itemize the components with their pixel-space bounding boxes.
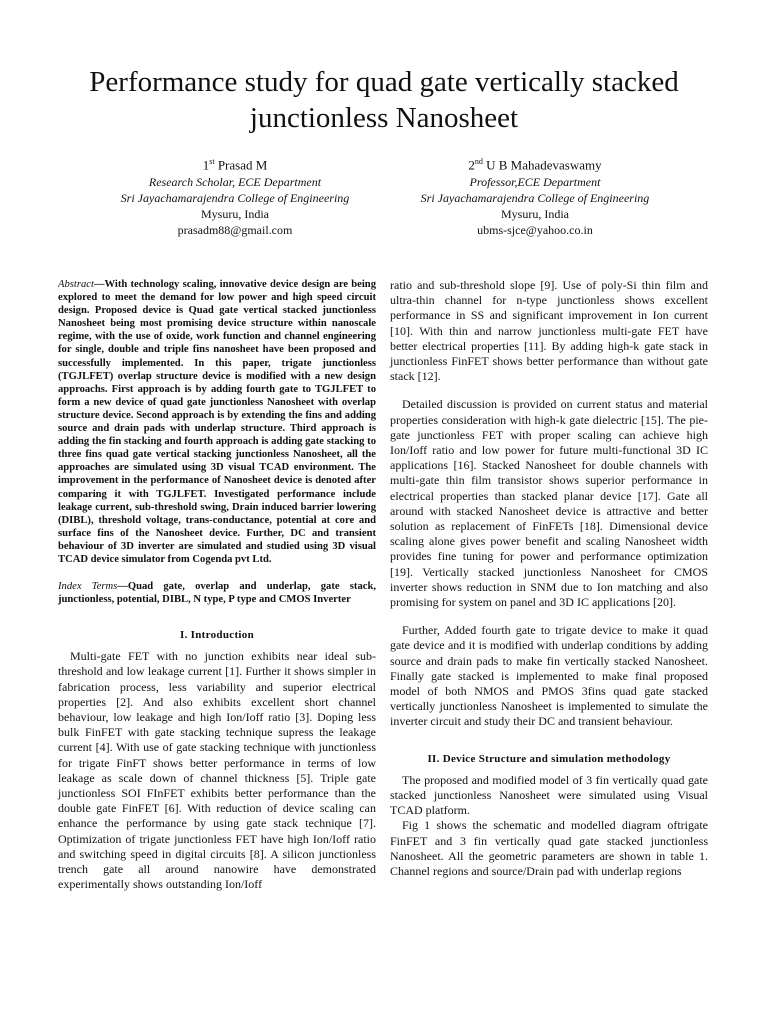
author-email: prasadm88@gmail.com	[177, 223, 293, 238]
paragraph: Further, Added fourth gate to trigate device to make it quad gate device and it is modified with underlap conditions by adding source and drain pads to make fin vertically stacked Nanosheet. Finally gate stacked is implemented to make final proposed model of both NMOS and PMOS 3fins quad gate stacked vertically junctionless Nanosheet is implemented to simulate the inverter circuit and study their DC and transient behaviour.	[390, 623, 708, 729]
author-role: Professor,ECE Department	[469, 175, 601, 190]
paragraph: Detailed discussion is provided on current status and material properties consideration with high-k gate dielectric [15]. The pie-gate junctionless FET with proper scaling can achieve high Ion/Ioff ratio and low power for future multi-functional 3D IC applications [16]. Stacked Nanosheet for double channels with multi-gate thin film transistor shows superior performance in electrical properties than stacked planar device [17]. Gate all around with stacked Nanosheet device is attractive and better solution as replacement of FinFETs [18]. Dimensional device scaling alone gives power benefit and scaling Nanosheet width provides fine tuning for power and performance optimization [19]. Vertically stacked junctionless Nanosheet for CMOS inverter shows reduction in SNM due to Ion matching and also promising for system on panel and 3D IC applications [20].	[390, 397, 708, 610]
right-column	[390, 278, 708, 879]
author-institution: Sri Jayachamarajendra College of Engineering	[120, 191, 350, 206]
paragraph: Fig 1 shows the schematic and modelled diagram oftrigate FinFET and 3 fin vertically quad gate stacked junctionless Nanosheet. All the geometric parameters are shown in table 1. Channel regions and source/Drain pad with underlap regions	[390, 818, 708, 878]
abstract: Abstract—With technology scaling, innovative device design are being explored to meet the demand for low power and high speed circuit design. Proposed device is Quad gate vertical stacked junctionless Nanosheet being most promising device structure within nanoscale regime, with the use of oxide, work function and channel engineering for single, double and triple fins nanosheet have been proposed and successfully implemented. In this paper, trigate junctionless (TGJLFET) overlap structure device is modified with a new design approachs. First approach is by adding fourth gate to TGJLFET to form a new device of quad gate junctionless Nanosheet with overlap structure device. Second approach is by extending the fins and adding source and drain pads with underlap structure. Third approach is adding the fin stacking and fourth approach is adding gate stacking to three fins quad gate vertical stacking junctionless Nanosheet, all the approaches are simulated using 3D visual TCAD environment. The improvement in the performance of Nanosheet device is denoted after comparing it with TGJLFET. Investigated performance include leakage current, sub-threshold swing, Drain induced barrier lowering (DIBL), threshold voltage, trans-conductance, potential at core and surface fins of the Nanosheet device. Further, DC and transient behaviour of 3D inverter are simulated and studied using 3D visual TCAD device simulator from Cogenda pvt Ltd.	[58, 279, 376, 565]
author-name: 1st Prasad M	[202, 157, 268, 173]
index-terms: Index Terms—Quad gate, overlap and underlap, gate stack, junctionless, potential, DIBL, N type, P type and CMOS Inverter	[58, 581, 376, 606]
left-column	[58, 278, 376, 893]
author-name: 2nd U B Mahadevaswamy	[468, 157, 602, 173]
section-heading-device-structure: II. Device Structure and simulation methodology	[427, 752, 671, 765]
author-location: Mysuru, India	[501, 207, 569, 222]
paragraph: ratio and sub-threshold slope [9]. Use of poly-Si thin film and ultra-thin channel for n-type junctionless shows excellent performance in SS and significant improvement in Ion current [10]. With thin and narrow junctionless multi-gate FET have better electrical properties [11]. By adding high-k gate stack in junctionless FinFET shows better performance than without gate stack [12].	[390, 278, 708, 384]
author-role: Research Scholar, ECE Department	[148, 175, 322, 190]
author-block-1	[70, 153, 400, 238]
author-location: Mysuru, India	[201, 207, 269, 222]
author-institution: Sri Jayachamarajendra College of Engineering	[420, 191, 650, 206]
section-heading-introduction: I. Introduction	[180, 629, 254, 642]
author-block-2	[370, 153, 700, 238]
paragraph: The proposed and modified model of 3 fin vertically quad gate stacked junctionless Nanosheet were simulated using Visual TCAD platform.	[390, 772, 708, 818]
paragraph: Multi-gate FET with no junction exhibits near ideal sub-threshold and low leakage current [1]. Further it shows simpler in fabrication process, less variability and superior electrical properties [2]. And also exhibits excellent short channel behaviour, low leakage and high Ion/Ioff ratio [3]. Doping less bulk FinFET with gate stacking technique supress the leakage current [4]. With use of gate stacking technique with junctionless for trigate FinFT shows better performance in terms of low leakage as scale down of channel thickness [5]. Triple gate junctionless SOI FInFET exhibits better performance than the double gate FinFET [6]. With reduction of device scaling can enhance the performance by using gate stack technique [7]. Optimization of trigate junctionless FET have high Ion/Ioff ratio and switching speed in digital circuits [8]. A silicon junctionless trench gate all around nanowire have demonstrated experimentally shows outstanding Ion/Ioff	[58, 649, 376, 892]
author-email: ubms-sjce@yahoo.co.in	[477, 223, 593, 238]
paper-title: Performance study for quad gate vertically stacked junctionless Nanosheet	[89, 66, 679, 134]
